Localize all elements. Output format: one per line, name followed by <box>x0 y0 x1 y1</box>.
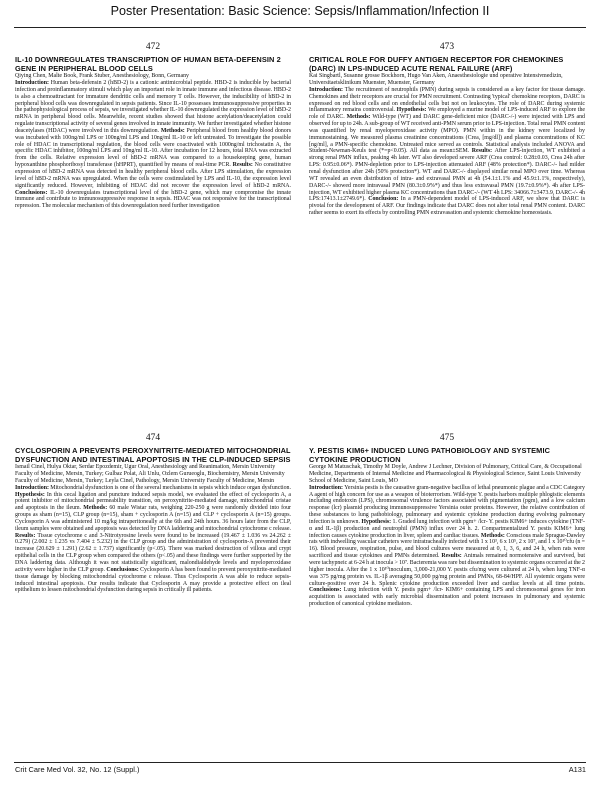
header-rule <box>14 27 586 28</box>
section-label: Introduction: <box>15 80 51 87</box>
abstract-number: 475 <box>439 433 455 443</box>
abstract-number: 473 <box>439 42 455 52</box>
section-label: Introduction: <box>309 484 345 491</box>
section-text: Animals remained normotensive and survived, but were tachypneic at 6-24 h at inocula > 10⁷. Bacteremia was rare but dissemination to systemic organs occurred at the 2 higher inocula. After the 1 x 10¹⁰inoculum, 3,000-21,000 Y. pestis cfu/mg were cultured at 24 h, when lung TNF-α was 375 pg/mg protein vs. IL-1β averaging 50,000 pg/mg protein and PMNs, 68-84/HPF. All systemic organs were culture-positive over 24 h. Splenic cytokine production exceeded liver and cardiac levels at all time points. <box>309 553 585 587</box>
section-label: Conclusion: <box>368 196 401 203</box>
section-text: Yersinia pestis is the causative gram-negative bacillus of lethal pneumonic plague and a CDC Category A agent of high concern for use as a weapon of bioterrorism. Wild-type Y. pestis harbors multiple phlogistic elements including endotoxin (LPS), chromosomal virulence factors associated with pigmentation (pgm), and a low calcium response (lcr) plasmid producing immunosuppressive Yersinia outer proteins. However, the relative contribution of these substances to lung pathobiology, pulmonary and systemic cytokine production during evolving pulmonary infection is unknown. <box>309 484 585 525</box>
abstract-title: CYCLOSPORIN A PREVENTS PEROXYNITRITE-MEDIATED MITOCHONDRIAL DYSFUNCTION AND INTESTINAL APOPTOSIS IN THE CLP-INDUCED SEPSIS <box>15 446 291 464</box>
section-text: Cyclosporin A has been found to prevent peroxynitrite-mediated tissue damage by blocking mitochondrial cytochrome c release. Thus Cyclosporin A was able to reduce sepsis-induced intestinal apoptosis. Our results indicate that Cyclosporin A may provide a protective effect on ileal epithelium to lessen mitochondrial dysfunction during sepsis in critically ill patients. <box>15 566 291 594</box>
abstract-authors: Ismail Cinel, Hulya Oktar, Serdar Epozdemir, Ugur Oral, Anesthesiology and Reanimation, Mersin University Faculty of Medicine, Mersin, Turkey; Gulbaz Polat, Ali Unlu, Ozlem Gurueoglu, Biochemistry, Mersin University Faculty of Medicine, Mersin, Turkey; Leyla Cinel, Pathology, Mersin University Faculty of Medicine, Mersin <box>15 464 285 484</box>
abstract-472 <box>15 42 291 210</box>
abstract-474 <box>15 433 291 594</box>
section-text: Peripheral blood from healthy blood donors was incubated with 100ng/ml LPS or 100ng/ml LPS and 10ng/ml IL-10 or left untreated. To investigate the possible role of HDAC in transcriptional regulation, the blood cells were coactivated with 1000ng/ml trichostatin A, the specific HDAC inhibitor, 100ng/ml LPS and 10ng/ml IL-10. After incubation for 12 hours, total RNA was extracted from the cells. Relative expression level of hBD-2 mRNA was compared to a housekeeping gene, human hypoxanthine phosphoribosyl transferase (hHPRT), quantified by means of real-time PCR. <box>15 127 291 169</box>
section-label: Results: <box>471 148 495 155</box>
abstract-title: Y. PESTIS KIM6+ INDUCED LUNG PATHOBIOLOGY AND SYSTEMIC CYTOKINE PRODUCTION <box>309 446 551 464</box>
section-text: In a PMN-dependent model of LPS-induced ARF, we show that DARC is pivotal for the development of ARF. Our findings indicate that DARC does not alter total renal PMN content. DARC rather seems to exert its effects by controlling PMN extravasation and systemic chemokine homeostasis. <box>309 196 585 217</box>
page-number: A131 <box>568 765 586 774</box>
abstract-title: IL-10 DOWNREGULATES TRANSCRIPTION OF HUMAN BETA-DEFENSIN 2 GENE IN PERIPHERAL BLOOD CELLS <box>15 55 281 73</box>
section-text: After LPS-injection, WT exhibited a strong renal PMN influx, peaking 4h later. WT also developed severe ARF (Crea control: 0.28±0.03, Crea 24h after LPS: 0.95±0.06*). PMN-depletion prior to LPS-injection attenuated ARF (48% protection*). DARC-/- had milder renal dysfunction after 24h (50% protection*). WT and DARC-/- displayed similar renal MPO over time. Whereas WT revealed an even distribution of intra- and extravasal PMN at 4h (54.1±1.1% and 45.9±1.1%, respectively), DARC-/- showed more intravasal PMN (80.3±0.9%*) and thus less extravasal PMN (19.7±0.9%*). 4h after LPS-injection, WT exhibited higher plasma KC concentrations than DARC-/- (WT 4h LPS: 34066.7±3473.9, DARC-/- 4h LPS:17413.1±2749.6*). <box>309 148 585 203</box>
section-label: Conclusions: <box>309 587 344 594</box>
abstract-body <box>15 80 291 210</box>
section-text: IL-10 downregulates transcriptional level of the hBD-2 gene, which may compromise the innate immune and contribute to immunosuppressive response in sepsis. HDAC was not responsive for the transcriptional repression. The molecular mechanism of this downregulation need further investigation <box>15 189 292 210</box>
section-label: Results: <box>15 532 38 539</box>
abstract-body <box>15 485 291 595</box>
section-text: Wild-type (WT) and DARC gene-deficient mice (DARC-/-) were injected with LPS and observed for up to 24h. A sub-group of WT received anti-PMN serum prior to LPS-injection. Total renal PMN content was quantified by renal myeloperoxidase activity (MPO). PMN within in the kidney were localized by immunostaining. We measured plasma creatinine concentrations (Crea, [mg/dl]) and plasma concentrations of KC [ng/ml], a PMN-specific chemokine. Untreated mice served as controls. Statistical analysis included ANOVA and Student-Newman-Keuls test (*=p<0.05). All data as mean±SEM. <box>309 114 585 155</box>
abstract-body <box>309 485 585 608</box>
section-text: Lung infection with Y. pestis pgm+ /lcr- KIM6+ containing LPS and chromosomal genes for iron acquisition is associated with early microbial dissemination and potent increases in pulmonary and systemic production of canonical cytokine mediators. <box>309 587 585 608</box>
section-label: Introduction: <box>309 86 345 93</box>
abstract-authors: Qiying Chen, Malte Book, Frank Stuber, Anesthesiology, Bonn, Germany <box>15 73 189 80</box>
section-label: Methods: <box>83 505 110 512</box>
section-label: Methods: <box>480 532 507 539</box>
abstract-title: CRITICAL ROLE FOR DUFFY ANTIGEN RECEPTOR FOR CHEMOKINES (DARC) IN LPS-INDUCED ACUTE RENAL FAILURE (ARF) <box>309 55 564 73</box>
section-label: Results: <box>441 553 464 560</box>
abstract-number: 474 <box>145 433 161 443</box>
section-text: Human beta-defensin 2 (hBD-2) is a cationic antimicrobial peptide. HBD-2 is inducible by bacterial infection and proinflammatory stimuli which play an important role in innate immune and infectious disease. HBD-2 is also a chemoattractant for immature dendritic cells and memory T cells. However, the inducibility of hBD-2 in peripheral blood cells was downregulated in sepsis patients. Since IL-10 possesses immunosuppressive properties in the pathophysiological process of sepsis, we investigated whether IL-10 downregulated the expression level of hBD-2 mRNA in peripheral blood cells. Meanwhile, recent studies showed that histone acetylation/deacetylation could regulate transcriptional activity of several genes involved in innate immunity. We further investigated whether histone deacetylases (HDAC) were involved in this downregulation. <box>15 80 291 134</box>
abstract-body <box>309 87 585 217</box>
abstract-473 <box>309 42 585 217</box>
section-text: Mitochondrial dysfunction is one of the several mechanisms in sepsis which induce organ dysfunction. <box>50 484 291 491</box>
abstract-number: 472 <box>145 42 161 52</box>
section-label: Hypothesis: <box>15 491 47 498</box>
section-text: The recruitment of neutrophils (PMN) during sepsis is considered as a key factor for tissue damage. Chemokines and their receptors are crucial for PMN recruitment. Contrasting 'typical' chemokine receptors, DARC is expressed on red blood cells and on endothelial cells but not on leukocytes. The role of DARC during systemic inflammatory remains controversial. <box>309 86 585 114</box>
abstract-authors: Kai Singbartl, Susanne grosse Bockhorn, Hugo Van Aken, Anaesthesiologie und operative Intensivmedizin, Universitaetsklinikum Muenster, Muenster, Germany <box>309 73 563 87</box>
footer-rule <box>14 762 586 763</box>
section-text: 1. Graded lung infection with pgm+ /lcr- Y. pestis KIM6+ induces cytokine (TNF-α and IL-1β) production and neutrophil (PMN) influx over 24 h. 2. Compartmentalized Y. pestis KIM6+ lung infection causes cytokine production in liver, spleen and cardiac tissues. <box>309 518 585 539</box>
section-label: Conclusions: <box>106 566 141 573</box>
abstract-475 <box>309 433 585 608</box>
section-text: We employed a murine model of LPS-induced ARF to explore the role of DARC. <box>309 107 586 121</box>
section-label: Conclusions: <box>15 189 51 196</box>
section-text: 60 male Wistar rats, weighing 220-250 g were randomly divided into four groups as sham (n=15), CLP group (n=15), sham + cyclosporin A (n=15) and CLP + cyclosporin A (n=15) groups. Cyclosporin A was administered 10 mg/kg intraperitoneally at the 6th and 24th hours. 36 hours later from the CLP, ileum samples were obtained and apoptosis was detected by DNA laddering and mitochondrial cytochrome c release. <box>15 505 291 532</box>
section-label: Methods: <box>160 127 187 134</box>
page-header: Poster Presentation: Basic Science: Sepsis/Inflammation/Infection II <box>110 4 490 18</box>
section-text: Tissue cytochrome c and 3-Nitrotyrosine levels were found to be increased (19.467 ± 1.036 vs 24.262 ± 0.279) (2.002 ± 1.235 vs 7.404 ± 5.232) in the CLP group and the administration of cyclosporin-A prevented their increase (20.629 ± 1.291) (2.62 ± 1.737) significantly (p<.05). There was marked destruction of villous and crypt epithelial cells in the CLP group when compared the others (p<.05) and these findings were further supported by the DNA laddering data. Although it was not statistically significant, malondialdehyde levels and myeloperoxidase activity were higher in the CLP group. <box>15 532 292 573</box>
journal-citation: Crit Care Med Vol. 32, No. 12 (Suppl.) <box>15 765 140 774</box>
section-text: No constitutive expression of hBD-2 mRNA was detected in healthy peripheral blood cells. After LPS stimulation, the expression level of hBD-2 mRNA was upregulated. When the cells were costimulated by LPS and IL-10, the expression level significantly reduced. However, inhibiting of HDAC did not recover the expression level of hBD-2 mRNA. <box>15 162 291 189</box>
section-label: Hypothesis: <box>396 107 429 114</box>
section-text: Conscious male Sprague-Dawley rats with indwelling vascular catheters were intratracheally infected with 1 x 10³, 6 x 10⁵, 2 x 10⁷, and 1 x 10¹⁰cfu (n = 16). Blood pressure, respiration, pulse, and blood cultures were measured at 0, 1, 3, 6, and 24 h, when rats were sacrificed and tissue cytokines and PMNs determined. <box>309 532 585 560</box>
section-label: Introduction: <box>15 484 51 491</box>
section-label: Hypothesis: <box>361 518 393 525</box>
abstract-authors: George M Matuschak, Timothy M Doyle, Andrew J Lechner, Division of Pulmonary, Critical Care, & Occupational Medicine, Departments of Internal Medicine and Pharmacological & Physiological Science, Saint Louis University School of Medicine, Saint Louis, MO <box>309 464 582 484</box>
section-label: Methods: <box>346 114 373 121</box>
section-text: In this cecal ligation and puncture induced sepsis model, we evaluated the effect of cyclosporin A, a potent inhibitor of mitochondrial permeability transition, on peroxynitrite-mediated damage, mitochondrial cristae and apoptosis in the ileum. <box>15 491 291 512</box>
section-label: Results: <box>232 162 255 169</box>
